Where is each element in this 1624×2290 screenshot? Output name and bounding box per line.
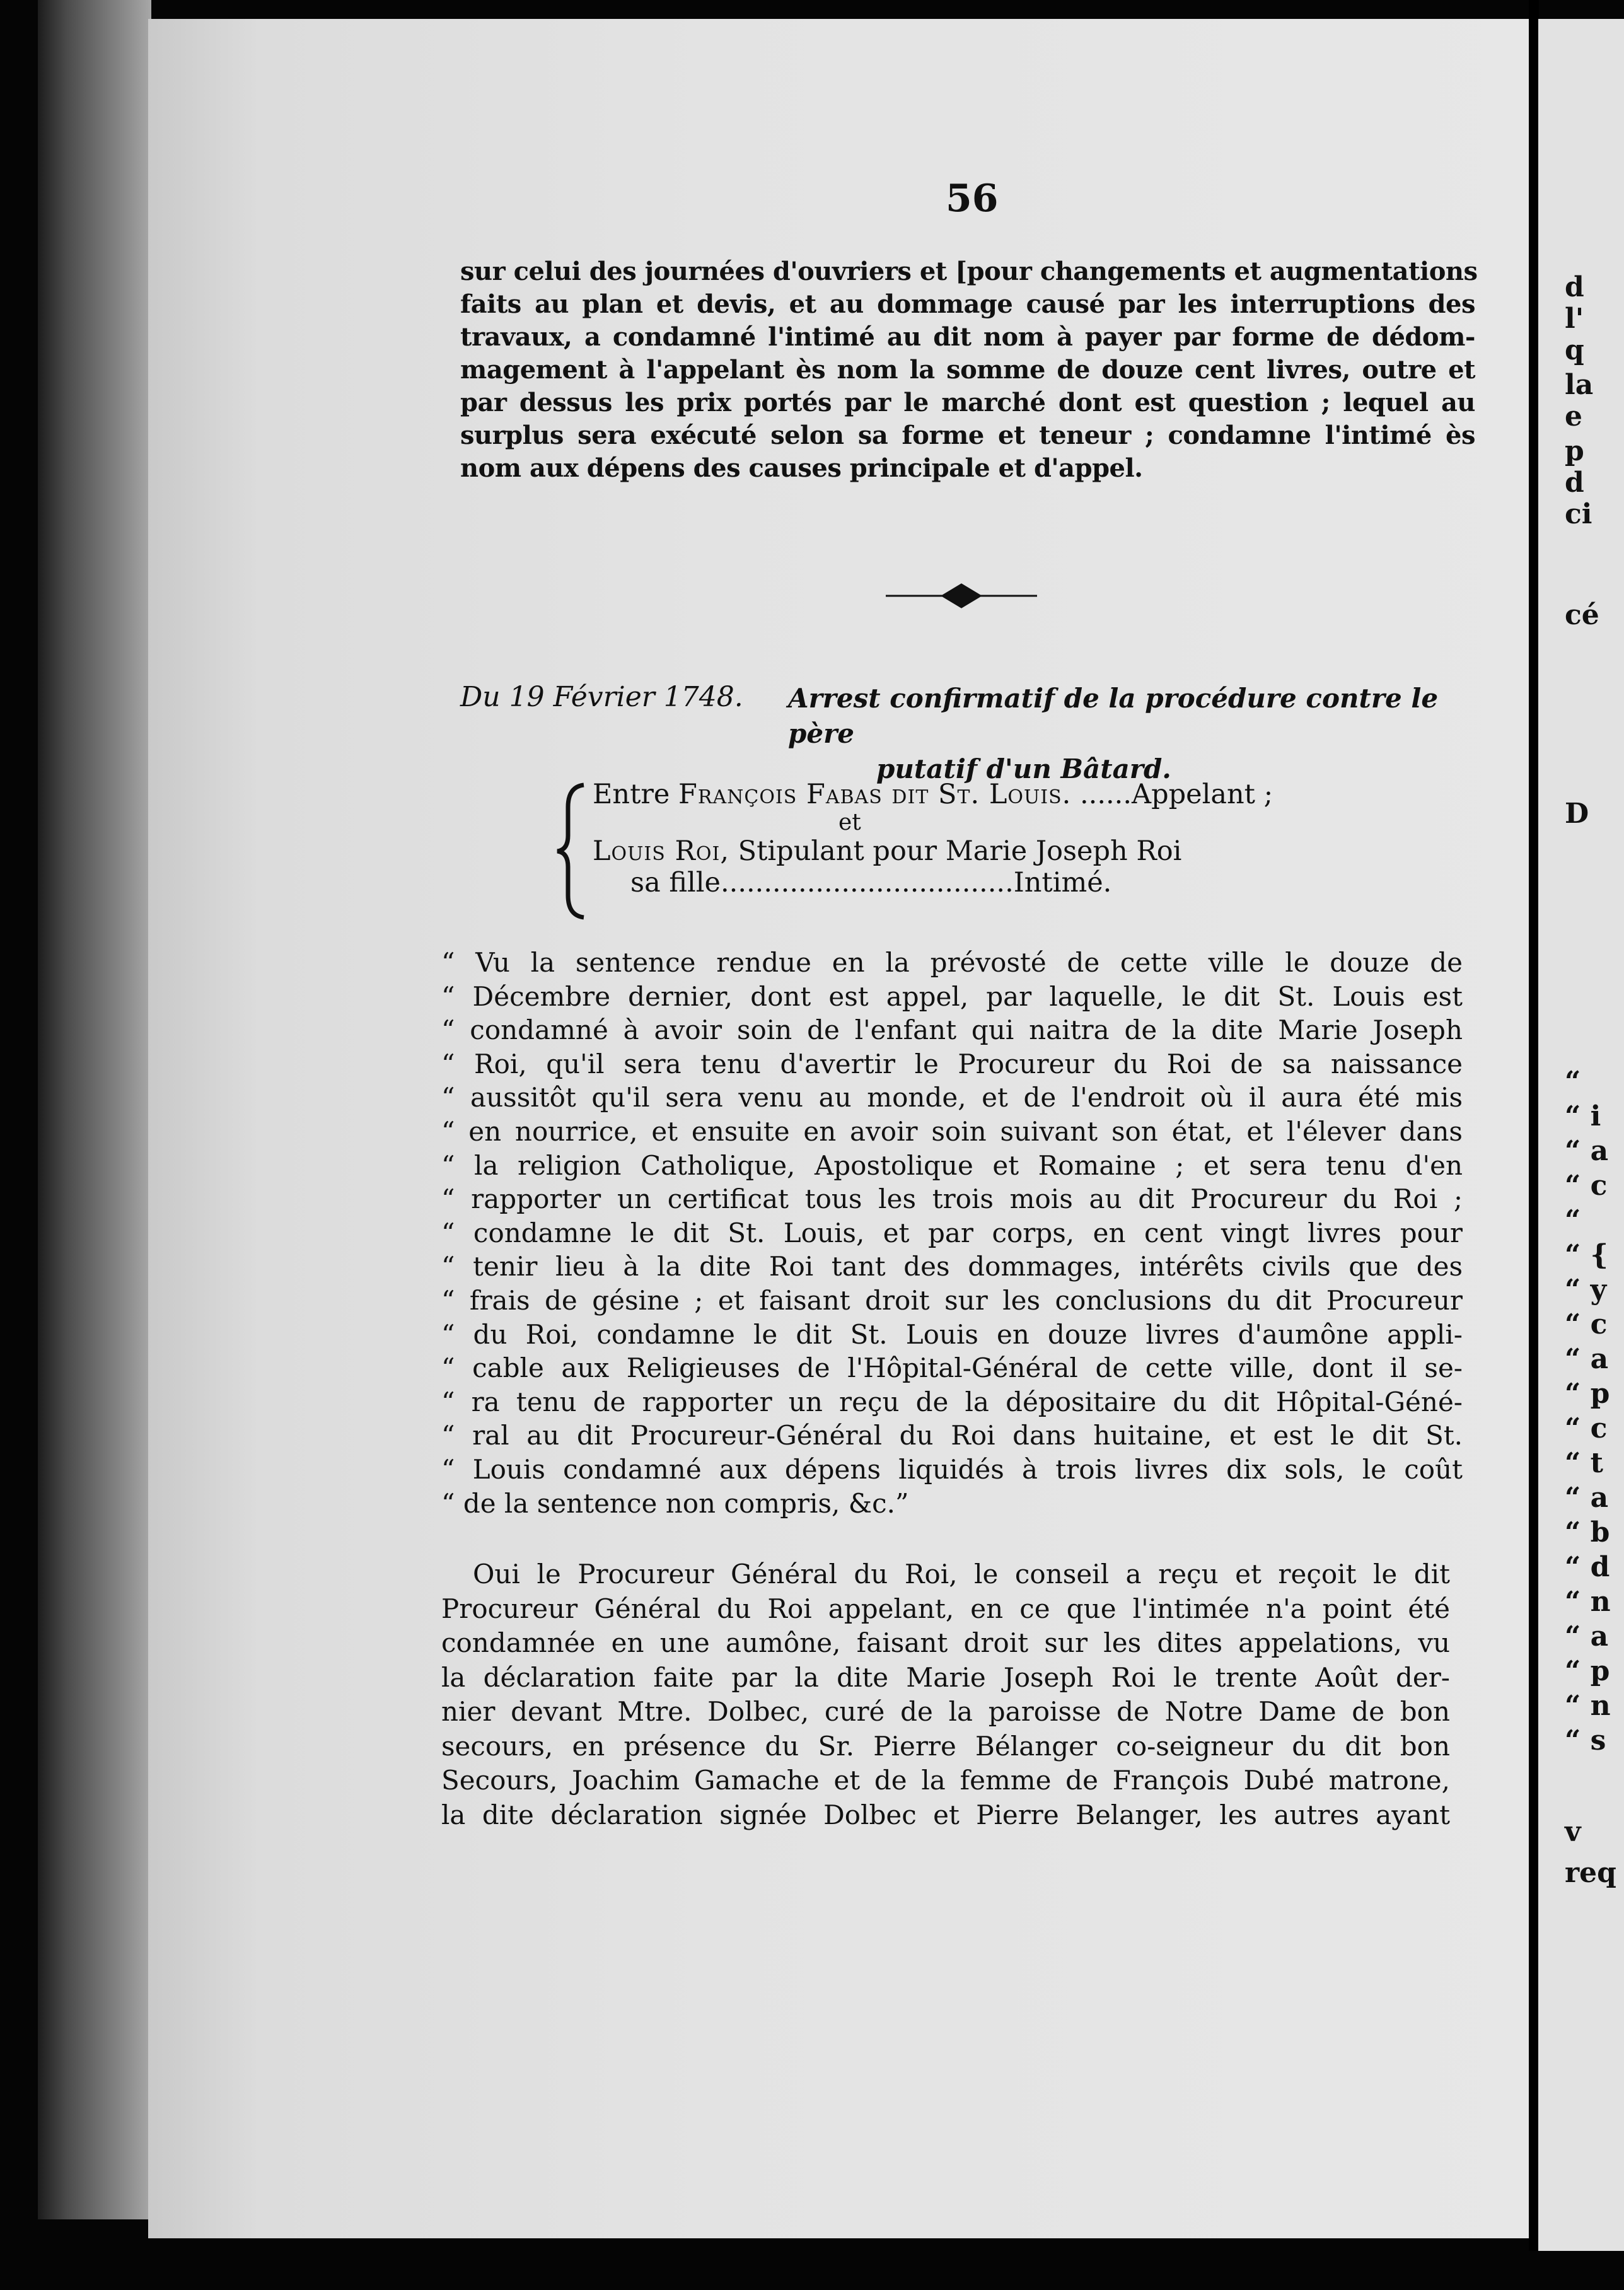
text-line: Secours, Joachim Gamache et de la femme de François Dubé matrone, [441, 1765, 1450, 1796]
next-page-fragment: “ a [1565, 1620, 1609, 1653]
top-paragraph [460, 255, 1478, 485]
text-line: magement à l'appelant ès nom la somme de douze cent livres, outre et [460, 355, 1475, 385]
next-page-fragment: “ s [1565, 1724, 1606, 1757]
next-page-fragment: “ d [1565, 1551, 1610, 1583]
next-page-fragment: cé [1565, 599, 1599, 631]
text-line: sur celui des journées d'ouvriers et [pour changements et augmentations [460, 257, 1478, 286]
next-page-fragment: “ a [1565, 1343, 1609, 1375]
quote-line: “ Vu la sentence rendue en la prévosté de cette ville le douze de [441, 947, 1463, 978]
quote-line: “ de la sentence non compris, &c.” [441, 1487, 909, 1519]
next-page-fragment: “ i [1565, 1100, 1601, 1132]
text-line: Procureur Général du Roi appelant, en ce que l'intimée n'a point été [441, 1593, 1450, 1624]
text-line: condamnée en une aumône, faisant droit sur les dites appelations, vu [441, 1627, 1450, 1658]
quote-line: “ condamné à avoir soin de l'enfant qui naitra de la dite Marie Joseph [441, 1014, 1463, 1046]
quote-line: “ du Roi, condamne le dit St. Louis en douze livres d'aumône appli- [441, 1318, 1463, 1350]
next-page-fragment: “ a [1565, 1482, 1609, 1514]
page-gutter [1529, 0, 1539, 2251]
next-page-fragment: “ n [1565, 1586, 1611, 1618]
quote-line: “ cable aux Religieuses de l'Hôpital-Général de cette ville, dont il se- [441, 1352, 1463, 1384]
quote-line: “ ral au dit Procureur-Général du Roi dans huitaine, et est le dit St. [441, 1420, 1463, 1451]
next-page-fragment: e [1565, 400, 1582, 433]
quote-line: “ frais de gésine ; et faisant droit sur les conclusions du dit Procureur [441, 1284, 1463, 1316]
text-line: par dessus les prix portés par le marché dont est question ; lequel au [460, 388, 1475, 417]
quote-line: “ en nourrice, et ensuite en avoir soin suivant son état, et l'élever dans [441, 1115, 1463, 1147]
next-page-fragment: “ a [1565, 1135, 1609, 1167]
parties-block [555, 779, 1469, 898]
quote-line: “ rapporter un certificat tous les trois mois au dit Procureur du Roi ; [441, 1183, 1463, 1215]
next-page-fragment: “ p [1565, 1655, 1610, 1687]
text-line: la dite déclaration signée Dolbec et Pierre Belanger, les autres ayant [441, 1799, 1450, 1830]
quote-line: “ Décembre dernier, dont est appel, par laquelle, le dit St. Louis est [441, 980, 1463, 1012]
quoted-sentence [441, 946, 1463, 1520]
next-page-fragment: d [1565, 271, 1584, 303]
next-page-fragment: “ p [1565, 1378, 1610, 1410]
quote-line: “ tenir lieu à la dite Roi tant des dommages, intérêts civils que des [441, 1251, 1463, 1282]
next-page-fragment: la [1565, 369, 1594, 401]
case-title-line: Arrest confirmatif de la procédure contre le père [788, 683, 1439, 749]
next-page-fragment: “ b [1565, 1516, 1610, 1549]
quote-line: “ aussitôt qu'il sera venu au monde, et de l'endroit où il aura été mis [441, 1082, 1463, 1113]
quote-line: “ ra tenu de rapporter un reçu de la dépositaire du dit Hôpital-Géné- [441, 1386, 1463, 1417]
next-page-fragment: “ n [1565, 1690, 1611, 1722]
next-page-fragment: “ y [1565, 1274, 1607, 1306]
text-line: travaux, a condamné l'intimé au dit nom à payer par forme de dédom- [460, 322, 1475, 352]
next-page-fragment: ci [1565, 498, 1592, 530]
respondent-role: sa fille..................................Intimé. [630, 867, 1112, 898]
next-page-fragment: “ c [1565, 1308, 1608, 1340]
respondent-name: Louis Roi, [593, 835, 729, 867]
judgment-paragraph [441, 1557, 1450, 1832]
text-line: la déclaration faite par la dite Marie Joseph Roi le trente Août der- [441, 1661, 1450, 1693]
next-page-fragment: l' [1565, 303, 1584, 335]
appellant-role: ......Appelant ; [1080, 779, 1273, 810]
book-binding-shadow [38, 0, 151, 2219]
appellant-name: François Fabas dit St. Louis. [678, 779, 1072, 810]
text-line: Oui le Procureur Général du Roi, le conseil a reçu et reçoit le dit [473, 1559, 1450, 1590]
case-title-line: putatif d'un Bâtard. [876, 753, 1171, 784]
quote-line: “ Roi, qu'il sera tenu d'avertir le Procureur du Roi de sa naissance [441, 1048, 1463, 1079]
quote-line: “ la religion Catholique, Apostolique et Romaine ; et sera tenu d'en [441, 1149, 1463, 1181]
next-page-fragment: v [1565, 1816, 1581, 1848]
text-line: nom aux dépens des causes principale et d'appel. [460, 453, 1143, 483]
next-page-fragment: “ { [1565, 1239, 1608, 1271]
text-line: surplus sera exécuté selon sa forme et teneur ; condamne l'intimé ès [460, 421, 1475, 450]
next-page-fragment: “ c [1565, 1170, 1608, 1202]
party-respondent [555, 835, 1469, 867]
next-page-fragment: “ t [1565, 1447, 1603, 1479]
next-page-fragment: req [1565, 1857, 1616, 1889]
next-page-fragment: q [1565, 334, 1584, 366]
party-prefix: Entre [593, 779, 670, 810]
next-page-fragment: D [1565, 798, 1589, 830]
section-divider-ornament [883, 577, 1040, 615]
quote-line: “ Louis condamné aux dépens liquidés à trois livres dix sols, le coût [441, 1453, 1463, 1485]
case-title [788, 681, 1475, 787]
page-number: 56 [946, 177, 999, 221]
respondent-desc: Stipulant pour Marie Joseph Roi [738, 835, 1182, 867]
next-page-fragment: “ c [1565, 1412, 1608, 1444]
quote-line: “ condamne le dit St. Louis, et par corps, en cent vingt livres pour [441, 1217, 1463, 1248]
next-page-fragment: “ [1565, 1066, 1581, 1098]
next-page-fragment: “ [1565, 1204, 1581, 1236]
text-line: secours, en présence du Sr. Pierre Bélanger co-seigneur du dit bon [441, 1730, 1450, 1762]
next-page-fragment: d [1565, 467, 1584, 499]
next-page-fragment: p [1565, 435, 1584, 467]
party-conjunction: et [838, 810, 861, 835]
case-date: Du 19 Février 1748. [460, 681, 743, 713]
party-appellant [555, 779, 1469, 810]
text-line: nier devant Mtre. Dolbec, curé de la paroisse de Notre Dame de bon [441, 1696, 1450, 1727]
text-line: faits au plan et devis, et au dommage causé par les interruptions des [460, 289, 1475, 319]
